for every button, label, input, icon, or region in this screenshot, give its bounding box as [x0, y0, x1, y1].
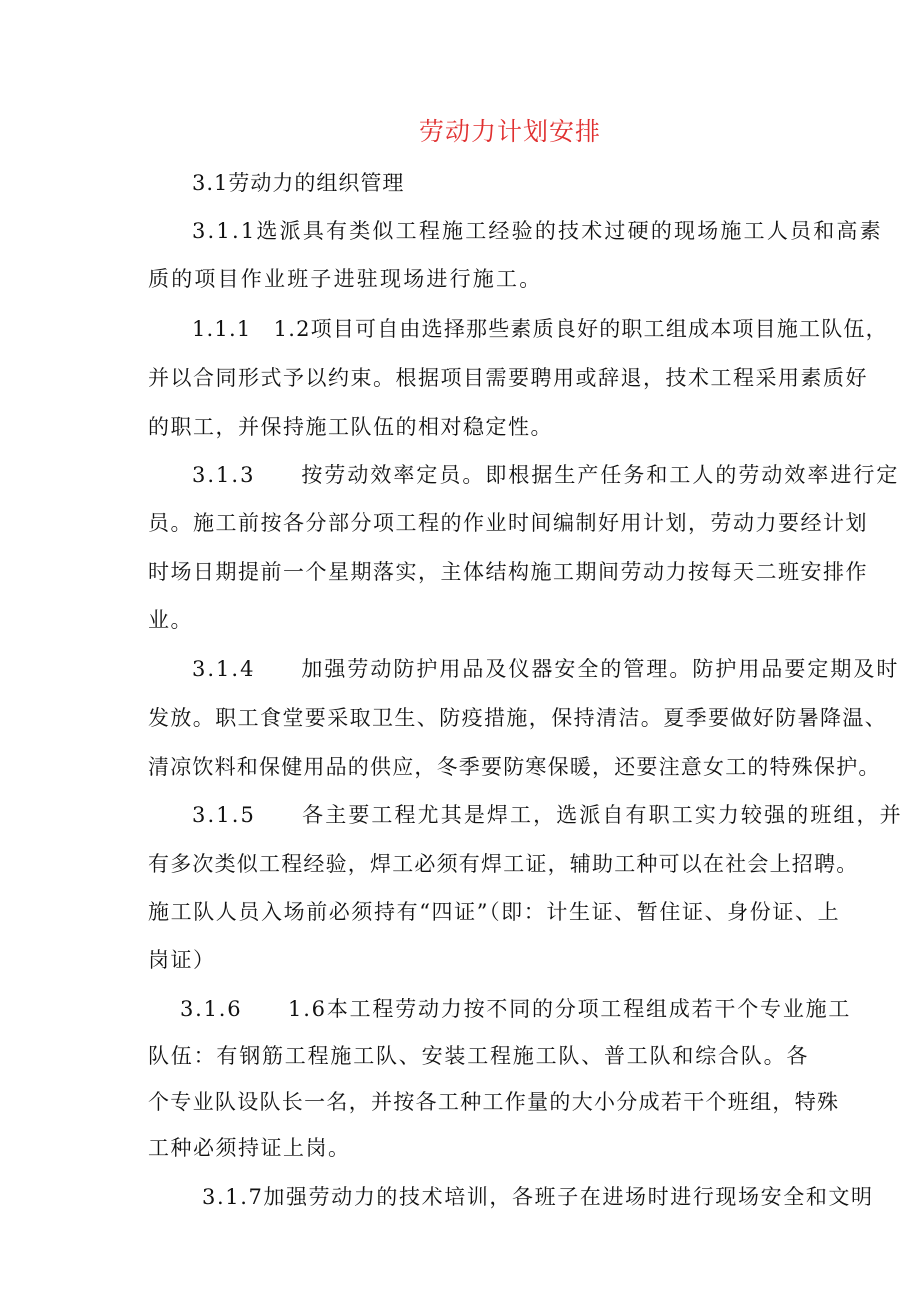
paragraph-line: 3.1.1选派具有类似工程施工经验的技术过硬的现场施工人员和高素: [192, 219, 883, 243]
paragraph-line: 个专业队设队长一名，并按各工种工作量的大小分成若干个班组，特殊: [148, 1090, 840, 1114]
paragraph-line: 岗证）: [148, 948, 216, 972]
paragraph-line: 3.1.4 加强劳动防护用品及仪器安全的管理。防护用品要定期及时: [192, 657, 900, 681]
page-title: 劳动力计划安排: [418, 117, 601, 146]
paragraph-line: 3.1.6 1.6本工程劳动力按不同的分项工程组成若干个专业施工: [180, 997, 852, 1021]
paragraph-line: 时场日期提前一个星期落实，主体结构施工期间劳动力按每天二班安排作: [148, 560, 868, 584]
paragraph-line: 施工队人员入场前必须持有“四证”（即：计生证、暂住证、身份证、上: [148, 900, 841, 924]
paragraph-line: 清凉饮料和保健用品的供应，冬季要防寒保暖，还要注意女工的特殊保护。: [148, 755, 881, 779]
paragraph-line: 1.1.1 1.2项目可自由选择那些素质良好的职工组成本项目施工队伍，: [192, 317, 888, 341]
paragraph-line: 并以合同形式予以约束。根据项目需要聘用或辞退，技术工程采用素质好: [148, 366, 868, 390]
paragraph-line: 工种必须持证上岗。: [148, 1136, 351, 1160]
paragraph-line: 员。施工前按各分部分项工程的作业时间编制好用计划，劳动力要经计划: [148, 511, 868, 535]
paragraph-line: 3.1.7加强劳动力的技术培训，各班子在进场时进行现场安全和文明: [202, 1185, 874, 1209]
paragraph-line: 业。: [148, 608, 193, 632]
section-heading: 3.1劳动力的组织管理: [192, 171, 405, 195]
paragraph-line: 3.1.3 按劳动效率定员。即根据生产任务和工人的劳动效率进行定: [192, 463, 900, 487]
paragraph-line: 发放。职工食堂要采取卫生、防疫措施，保持清洁。夏季要做好防暑降温、: [148, 706, 888, 730]
paragraph-line: 队伍：有钢筋工程施工队、安装工程施工队、普工队和综合队。各: [148, 1044, 810, 1068]
paragraph-line: 的职工，并保持施工队伍的相对稳定性。: [148, 415, 553, 439]
paragraph-line: 有多次类似工程经验，焊工必须有焊工证，辅助工种可以在社会上招聘。: [148, 852, 859, 876]
paragraph-line: 质的项目作业班子进驻现场进行施工。: [148, 267, 543, 291]
paragraph-line: 3.1.5 各主要工程尤其是焊工，选派自有职工实力较强的班组，并: [192, 803, 903, 827]
